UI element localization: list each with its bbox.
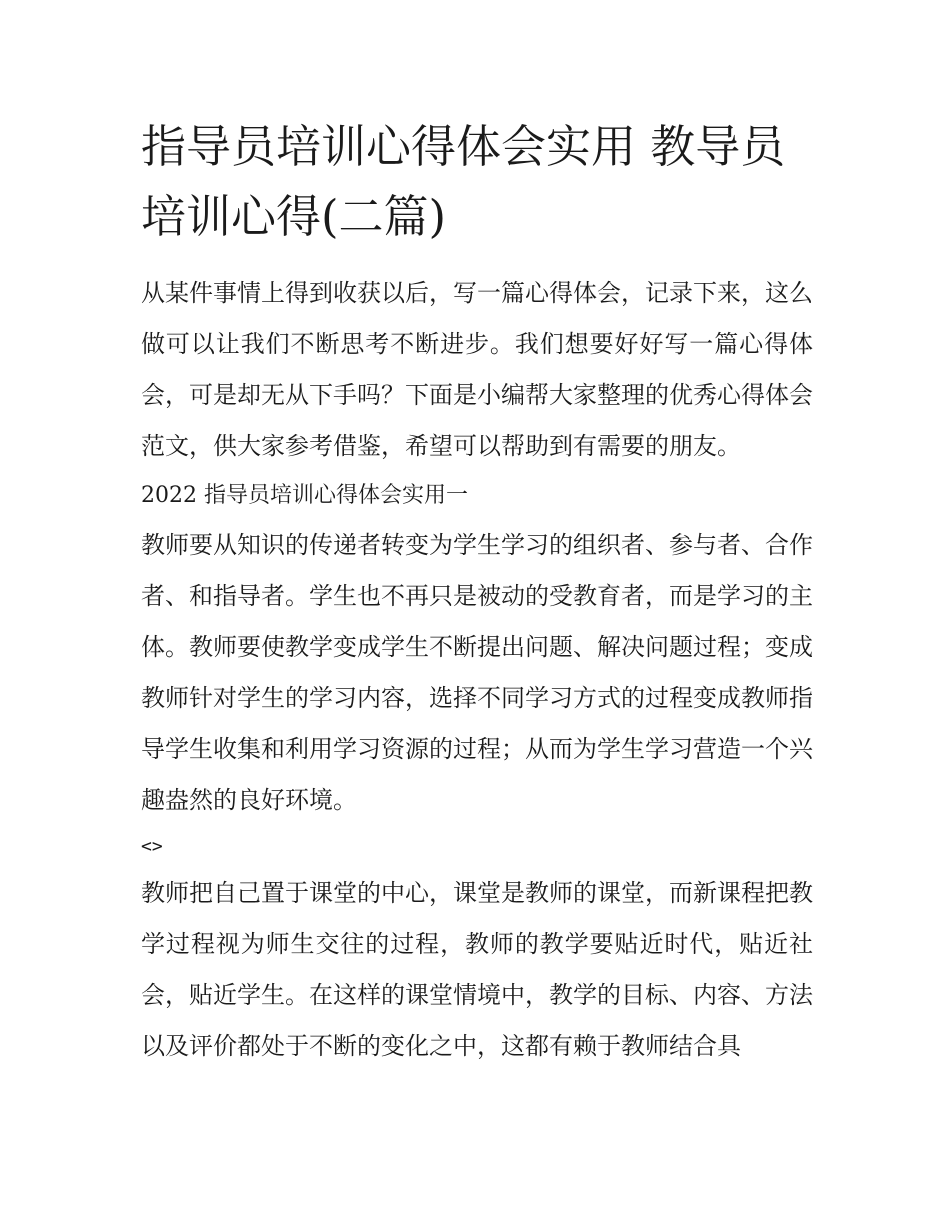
- intro-paragraph: 从某件事情上得到收获以后，写一篇心得体会，记录下来，这么做可以让我们不断思考不断进步。我们想要好好写一篇心得体会，可是却无从下手吗？下面是小编帮大家整理的优秀心得体会范文，供大家参考借鉴，希望可以帮助到有需要的朋友。: [141, 279, 813, 460]
- body-paragraph-1: 教师要从知识的传递者转变为学生学习的组织者、参与者、合作者、和指导者。学生也不再只是被动的受教育者，而是学习的主体。教师要使教学变成学生不断提出问题、解决问题过程；变成教师针对学生的学习内容，选择不同学习方式的过程变成教师指导学生收集和利用学习资源的过程；从而为学生学习营造一个兴趣盎然的良好环境。: [141, 531, 813, 814]
- body-paragraph-2: 教师把自己置于课堂的中心，课堂是教师的课堂，而新课程把教学过程视为师生交往的过程，教师的教学要贴近时代，贴近社会，贴近学生。在这样的课堂情境中，教学的目标、内容、方法以及评价都处于不断的变化之中，这都有赖于教师结合具: [141, 879, 813, 1060]
- document-title: 指导员培训心得体会实用 教导员培训心得(二篇): [141, 120, 786, 243]
- placeholder-marker: <>: [141, 836, 163, 857]
- section-heading: 2022 指导员培训心得体会实用一: [141, 483, 468, 508]
- document-page: [141, 112, 813, 1072]
